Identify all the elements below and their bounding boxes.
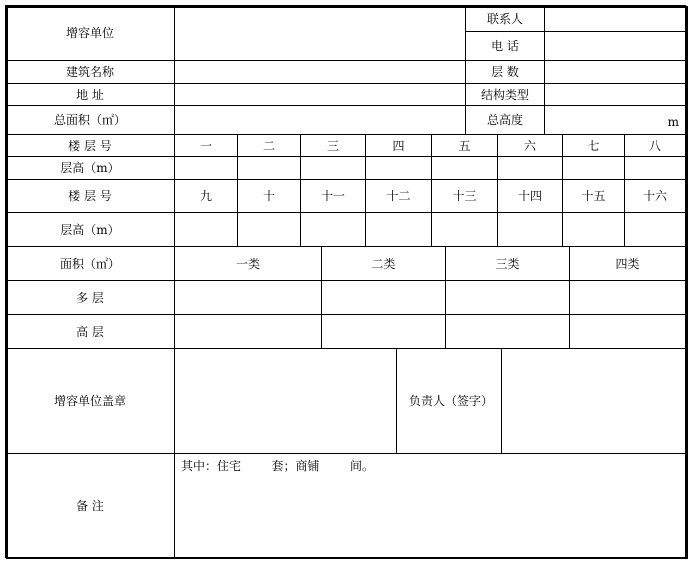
floor-number-cell: 八 <box>624 134 686 157</box>
floor-height-field[interactable] <box>497 212 563 247</box>
high-rise-class1-field[interactable] <box>174 314 322 349</box>
floor-height-field[interactable] <box>174 212 238 247</box>
unit-field[interactable] <box>174 5 466 61</box>
unit-label: 增容单位 <box>5 5 175 61</box>
floor-height-field[interactable] <box>562 212 625 247</box>
high-rise-class2-field[interactable] <box>321 314 446 349</box>
floors-count-field[interactable] <box>544 60 686 84</box>
floor-number-cell: 三 <box>300 134 366 157</box>
floor-number-cell: 十二 <box>365 179 432 213</box>
total-height-field[interactable] <box>544 105 686 135</box>
multi-storey-class2-field[interactable] <box>321 280 446 315</box>
floor-number-cell: 四 <box>365 134 432 157</box>
floor-number-cell: 九 <box>174 179 238 213</box>
structure-type-field[interactable] <box>544 83 686 106</box>
area-category-1: 一类 <box>174 246 322 281</box>
floor-height-field[interactable] <box>237 156 301 180</box>
remarks-label: 备 注 <box>5 453 175 558</box>
floor-number-cell: 十三 <box>431 179 498 213</box>
floor-number-cell: 七 <box>562 134 625 157</box>
multi-storey-class4-field[interactable] <box>569 280 686 315</box>
floor-number-cell: 十六 <box>624 179 686 213</box>
floor-height-field[interactable] <box>174 156 238 180</box>
floor-height-field[interactable] <box>624 156 686 180</box>
total-height-label: 总高度 <box>465 105 545 135</box>
phone-field[interactable] <box>544 31 686 61</box>
floor-number-cell: 六 <box>497 134 563 157</box>
floor-height-field[interactable] <box>431 156 498 180</box>
structure-type-label: 结构类型 <box>465 83 545 106</box>
floor-height-field[interactable] <box>300 156 366 180</box>
person-in-charge-label: 负责人（签字） <box>396 348 502 454</box>
floor-number-cell: 二 <box>237 134 301 157</box>
high-rise-class3-field[interactable] <box>445 314 570 349</box>
area-label: 面积（㎡） <box>5 246 175 281</box>
floor-number-cell: 五 <box>431 134 498 157</box>
multi-storey-class1-field[interactable] <box>174 280 322 315</box>
floor-number-cell: 十一 <box>300 179 366 213</box>
area-category-4: 四类 <box>569 246 686 281</box>
address-field[interactable] <box>174 83 466 106</box>
floor-number-cell: 一 <box>174 134 238 157</box>
multi-storey-class3-field[interactable] <box>445 280 570 315</box>
contact-field[interactable] <box>544 5 686 32</box>
floors-count-label: 层 数 <box>465 60 545 84</box>
floor-number-label-1: 楼 层 号 <box>5 134 175 157</box>
floor-height-field[interactable] <box>431 212 498 247</box>
floor-number-cell: 十四 <box>497 179 563 213</box>
area-category-3: 三类 <box>445 246 570 281</box>
floor-height-field[interactable] <box>497 156 563 180</box>
high-rise-class4-field[interactable] <box>569 314 686 349</box>
high-rise-label: 高 层 <box>5 314 175 349</box>
building-name-field[interactable] <box>174 60 466 84</box>
floor-number-cell: 十 <box>237 179 301 213</box>
capacity-increase-form <box>6 6 687 559</box>
floor-number-cell: 十五 <box>562 179 625 213</box>
seal-field[interactable] <box>174 348 397 454</box>
floor-number-label-2: 楼 层 号 <box>5 179 175 213</box>
total-area-label: 总面积（㎡） <box>5 105 175 135</box>
address-label: 地 址 <box>5 83 175 106</box>
floor-height-field[interactable] <box>624 212 686 247</box>
multi-storey-label: 多 层 <box>5 280 175 315</box>
total-area-field[interactable] <box>174 105 466 135</box>
remarks-field[interactable]: 其中：住宅 套；商铺 间。 <box>174 453 686 558</box>
floor-height-field[interactable] <box>237 212 301 247</box>
person-in-charge-signature-field[interactable] <box>501 348 686 454</box>
height-unit: m <box>667 115 679 129</box>
phone-label: 电 话 <box>465 31 545 61</box>
floor-height-label-1: 层高（m） <box>5 156 175 180</box>
floor-height-field[interactable] <box>365 212 432 247</box>
seal-label: 增容单位盖章 <box>5 348 175 454</box>
contact-label: 联系人 <box>465 5 545 32</box>
building-name-label: 建筑名称 <box>5 60 175 84</box>
floor-height-label-2: 层高（m） <box>5 212 175 247</box>
floor-height-field[interactable] <box>365 156 432 180</box>
floor-height-field[interactable] <box>300 212 366 247</box>
floor-height-field[interactable] <box>562 156 625 180</box>
area-category-2: 二类 <box>321 246 446 281</box>
